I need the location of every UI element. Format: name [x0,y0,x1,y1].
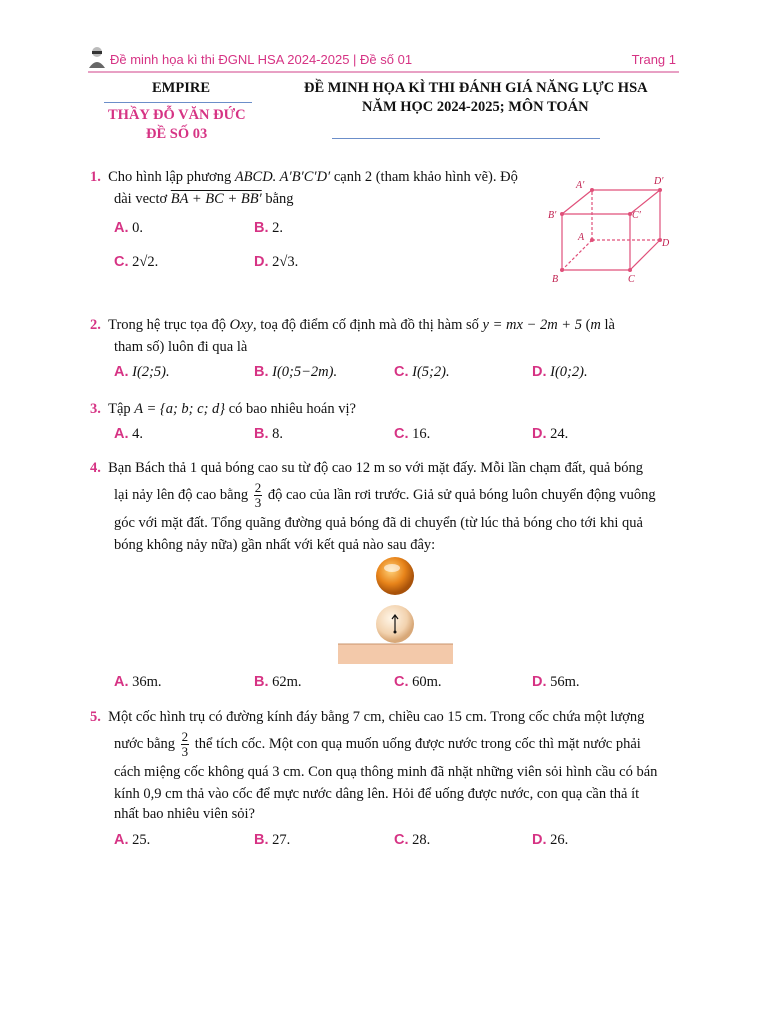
label-d: D [662,238,670,249]
header-title: Đề minh họa kì thi ĐGNL HSA 2024-2025 | Đề số 01 [110,52,413,67]
q3-option-c[interactable]: C. 16. [394,426,431,442]
q2-option-b[interactable]: B. I(0;5−2m). [254,364,338,380]
q2-option-a[interactable]: A. I(2;5). [114,364,170,380]
q2-option-d[interactable]: D. I(0;2). [532,364,588,380]
exam-title-line1: ĐỀ MINH HỌA KÌ THI ĐÁNH GIÁ NĂNG LỰC HSA [304,80,648,96]
q5-option-c[interactable]: C. 28. [394,832,431,848]
page-number: Trang 1 [631,52,676,67]
label-d-prime: D′ [654,176,664,187]
question-3: 3. Tập A = {a; b; c; d} có bao nhiêu hoán vị? [90,401,356,417]
fraction-two-thirds-q5: $\frac{2}{3}$ [181,729,189,759]
q5-option-b[interactable]: B. 27. [254,832,291,848]
label-c: C [628,274,635,285]
org-underline [104,102,252,103]
q3-option-d[interactable]: D. 24. [532,426,569,442]
question-4: 4. Bạn Bách thả 1 quả bóng cao su từ độ cao 12 m so với mặt đấy. Mỗi lần chạm đất, quả bóng lại nảy lên độ cao bằng $\frac{2}{3}$ độ cao của lần rơi trước. Giả sử quả bóng luôn chuyển động vuông góc với mặt đất. Tổng quãng đường quả bóng đã di chuyển (từ lúc thả bóng cho tới khi quả bóng không nảy nữa) gần nhất với kết quả nào sau đây: [90,460,656,553]
q1-option-b[interactable]: B. 2. [254,220,283,236]
question-5: 5. Một cốc hình trụ có đường kính đáy bằng 7 cm, chiều cao 15 cm. Trong cốc chứa một lượng nước bằng $\frac{2}{3}$ thể tích cốc. Một con quạ muốn uống được nước trong cốc thì mặt nước phải cách miệng cốc không quá 3 cm. Con quạ thông minh đã nhặt những viên sỏi hình cầu có bán kính 0,9 cm thả vào cốc để mực nước dâng lên. Hỏi để uống được nước, con quạ cần thả ít nhất bao nhiêu viên sỏi? [90,709,658,822]
exam-title-line2: NĂM HỌC 2024-2025; MÔN TOÁN [362,99,589,115]
header-divider [88,71,679,73]
teacher-name: THẦY ĐỖ VĂN ĐỨC [108,107,246,123]
q1-option-a[interactable]: A. 0. [114,220,143,236]
q4-option-b[interactable]: B. 62m. [254,674,302,690]
label-c-prime: C′ [632,210,641,221]
author-avatar-icon [88,46,106,68]
org-name: EMPIRE [152,80,210,96]
bouncing-ball-illustration [338,556,453,666]
label-a-prime: A′ [576,180,585,191]
q2-option-c[interactable]: C. I(5;2). [394,364,450,380]
label-b: B [552,274,559,285]
exam-number: ĐỀ SỐ 03 [146,126,208,142]
q4-option-d[interactable]: D. 56m. [532,674,580,690]
q5-option-d[interactable]: D. 26. [532,832,569,848]
q3-option-b[interactable]: B. 8. [254,426,283,442]
cube-figure [540,168,680,290]
q1-option-d[interactable]: D. 2√3. [254,254,299,270]
fraction-two-thirds: $\frac{2}{3}$ [254,480,262,510]
label-a: A [578,232,585,243]
label-b-prime: B′ [548,210,557,221]
q3-option-a[interactable]: A. 4. [114,426,143,442]
q4-option-a[interactable]: A. 36m. [114,674,162,690]
question-1: 1. Cho hình lập phương ABCD. A′B′C′D′ cạnh 2 (tham khảo hình vẽ). Độ dài vectơ BA + BC + BB′ bằng [90,169,518,207]
q4-option-c[interactable]: C. 60m. [394,674,442,690]
question-2: 2. Trong hệ trục tọa độ Oxy, toạ độ điểm cố định mà đồ thị hàm số y = mx − 2m + 5 (m là tham số) luôn đi qua là [90,317,615,355]
title-underline [332,138,600,139]
q5-option-a[interactable]: A. 25. [114,832,151,848]
q1-option-c[interactable]: C. 2√2. [114,254,159,270]
